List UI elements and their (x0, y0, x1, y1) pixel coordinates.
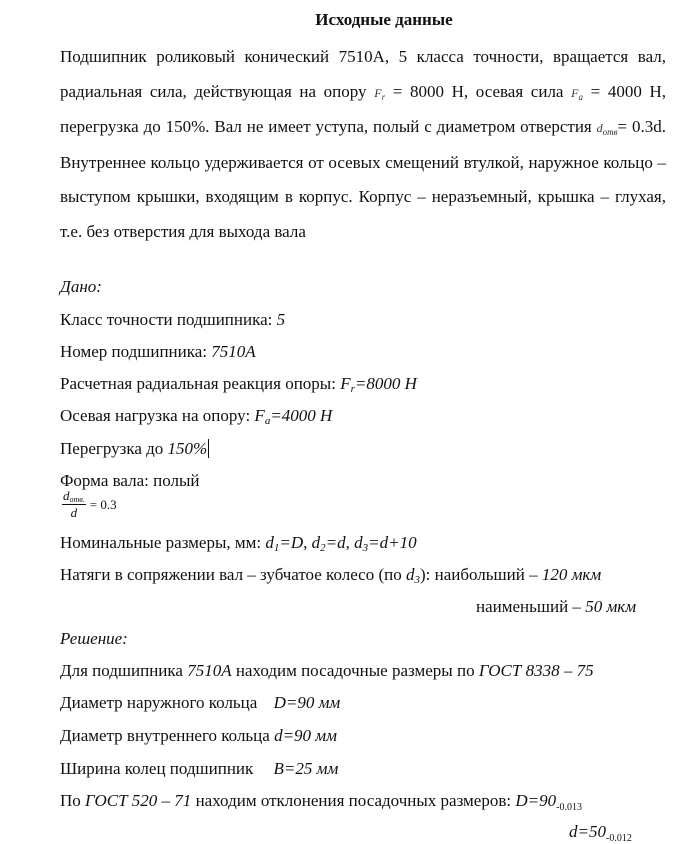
interference-min-value: 50 мкм (585, 597, 637, 616)
solution-line-1 (60, 661, 594, 681)
intro-text-4: = 0.3d. Внутреннее кольцо удерживается от осевых смещений втулкой, наружное кольцо – выступом крышки, входящим в корпус. Корпус – неразъемный, крышка – глухая, т.е. без отверстия для выхода вала (60, 117, 667, 241)
ratio-numerator: $d_{отв.}$ (63, 488, 85, 504)
deviation-inner: $d=50_{-0.012}$ (569, 822, 632, 844)
ring-width-value: B=25 мм (273, 759, 339, 778)
intro-text-3: = 4000 Н, перегрузка до 150%. Вал не имеет уступа, полый с диаметром отверстия (60, 81, 667, 136)
solution-heading: Решение: (60, 629, 128, 648)
outer-ring-label: Диаметр наружного кольца (60, 693, 258, 712)
deviation-outer: $D=90_{-0.013}$ (515, 791, 582, 813)
nominal-sizes-line (60, 533, 417, 553)
nominal-d2: $d_2=d$, (311, 533, 350, 554)
intro-text-2: = 8000 Н, осевая сила (392, 81, 564, 101)
solution-bearing: 7510А (187, 661, 232, 680)
ratio-value: = 0.3 (89, 496, 117, 512)
ratio-fraction (62, 488, 86, 521)
ring-width-line (60, 759, 338, 779)
solution-text-a: Для подшипника (60, 661, 183, 680)
bearing-number-line (60, 342, 256, 362)
intro-text-1: Подшипник роликовый конический 7510А, 5 класса точности, вращается вал, радиальная сила, действующая на опору (60, 47, 666, 101)
radial-value: $F_r=8000$ Н (340, 374, 417, 395)
nominal-label: Номинальные размеры, мм: (60, 533, 262, 552)
deviations-text-b: находим отклонения посадочных размеров: (195, 791, 512, 810)
accuracy-line (60, 310, 285, 330)
nominal-d1: $d_1=D$, (265, 533, 308, 554)
interference-max-value: 120 мкм (541, 565, 602, 584)
solution-text-b: находим посадочные размеры по (235, 661, 475, 680)
fr-symbol: $F_r$ (374, 85, 386, 102)
bearing-number-label: Номер подшипника: (60, 342, 208, 361)
inner-ring-value: d=90 мм (274, 726, 337, 745)
interference-max-label: ): наибольший – (420, 565, 538, 584)
shaft-form-line: Форма вала: полый (60, 471, 200, 490)
bearing-number-value: 7510А (211, 342, 256, 361)
text-cursor (208, 439, 209, 458)
deviations-line (60, 791, 582, 811)
axial-load-line (60, 406, 332, 426)
interference-min-label: наименьший – (476, 597, 581, 616)
overload-value: 150% (167, 439, 208, 458)
interference-diameter: $d_3$ (406, 565, 420, 586)
radial-reaction-line (60, 374, 417, 394)
ratio-denominator: d (70, 505, 78, 520)
interference-label: Натяги в сопряжении вал – зубчатое колесо (по (60, 565, 402, 584)
overload-line (60, 439, 209, 459)
ratio-formula (62, 488, 117, 521)
given-heading: Дано: (60, 277, 102, 296)
accuracy-label: Класс точности подшипника: (60, 310, 273, 329)
page-title: Исходные данные (315, 10, 453, 29)
interference-line (60, 565, 601, 585)
radial-label: Расчетная радиальная реакция опоры: (60, 374, 336, 393)
ring-width-label: Ширина колец подшипник (60, 759, 254, 778)
inner-ring-label: Диаметр внутреннего кольца (60, 726, 270, 745)
nominal-d3: $d_3=d+10$ (354, 533, 417, 554)
axial-label: Осевая нагрузка на опору: (60, 406, 251, 425)
solution-gost: ГОСТ 8338 – 75 (478, 661, 594, 680)
inner-ring-line (60, 726, 337, 746)
outer-ring-value: D=90 мм (273, 693, 341, 712)
d-hole-symbol: $d_{отв}$ (596, 121, 618, 137)
axial-value: $F_a=4000$ Н (254, 406, 333, 427)
interference-min-line (476, 597, 636, 617)
fa-symbol: $F_a$ (571, 85, 583, 102)
outer-ring-line (60, 693, 340, 713)
problem-statement (60, 40, 666, 249)
overload-label: Перегрузка до (60, 439, 164, 458)
deviations-gost: ГОСТ 520 – 71 (85, 791, 192, 810)
accuracy-value: 5 (276, 310, 286, 329)
deviations-text-a: По (60, 791, 81, 810)
